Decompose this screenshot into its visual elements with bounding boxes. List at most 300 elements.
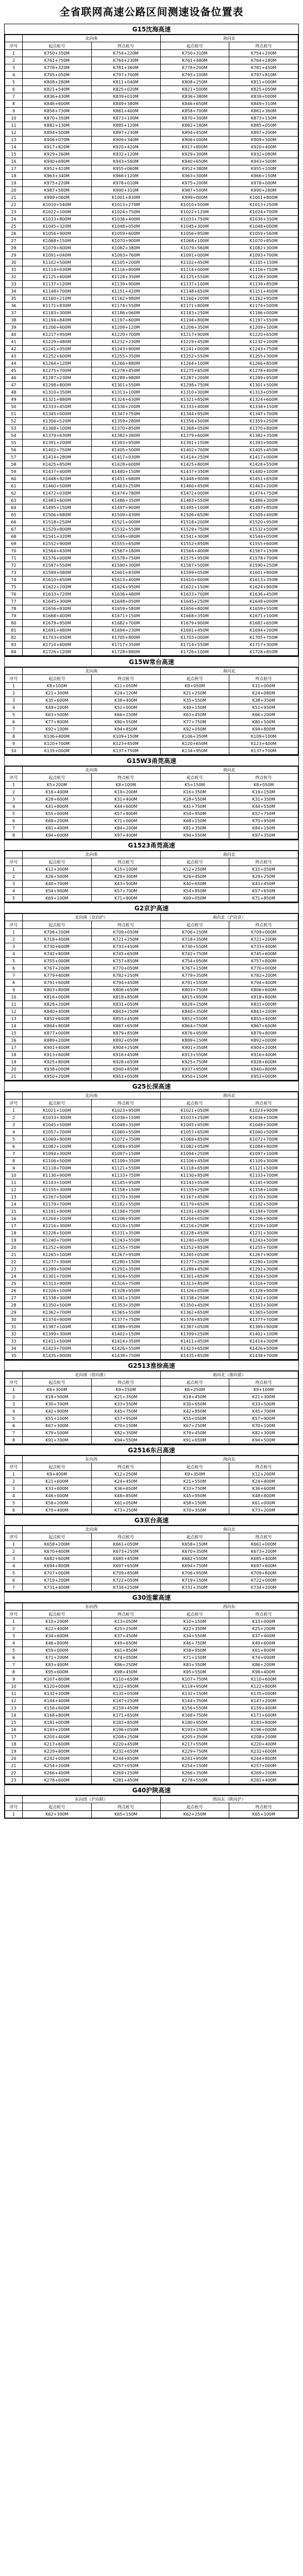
table-cell: K1069+850M xyxy=(160,1136,229,1143)
table-cell: 15 xyxy=(5,1719,23,1726)
table-cell: K1145+950M xyxy=(91,1179,160,1187)
table-cell: 3 xyxy=(5,697,23,704)
table-cell: 69 xyxy=(5,540,23,548)
table-cell: K1356+520M xyxy=(23,418,92,425)
table-cell: K858+700M xyxy=(160,108,229,115)
direction-header: 东向西 xyxy=(23,1603,161,1611)
table-cell: K1183+250M xyxy=(160,310,229,317)
table-cell: K1243+500M xyxy=(229,1237,298,1244)
table-cell: K894+500M xyxy=(23,129,92,137)
table-cell: 3 xyxy=(5,1122,23,1129)
table-row xyxy=(5,72,298,79)
table-cell: K30+700M xyxy=(23,1401,92,1408)
table-cell: K1590+300M xyxy=(91,562,160,569)
table-row xyxy=(5,866,298,873)
table-cell: K1497+900M xyxy=(91,504,160,512)
table-cell: 43 xyxy=(5,353,23,360)
table-cell: K8+100M xyxy=(91,782,160,789)
table-cell: K6+250M xyxy=(160,1386,229,1394)
table-cell: K1056+900M xyxy=(23,230,92,238)
table-row xyxy=(5,683,298,690)
table-cell: K1379+600M xyxy=(160,432,229,439)
table-cell: K58+950M xyxy=(160,1647,229,1654)
table-cell: K1338+300M xyxy=(23,1295,92,1302)
table-cell: 11 xyxy=(5,122,23,129)
table-cell: K1243+750M xyxy=(229,346,298,353)
table-cell: K1587+550M xyxy=(23,562,92,569)
table-cell: K709+000M xyxy=(229,929,298,936)
table-cell: 13 xyxy=(5,137,23,144)
table-cell: 2 xyxy=(5,1478,23,1485)
table-cell: K1036+350M xyxy=(229,216,298,223)
location-table xyxy=(5,766,298,839)
table-row xyxy=(5,649,298,656)
table-cell: K1518+250M xyxy=(23,519,92,526)
column-header: 终点桩号 xyxy=(229,1099,298,1107)
table-cell: K1130+850M xyxy=(160,1172,229,1179)
table-cell: K1633+720M xyxy=(23,591,92,598)
column-header: 起点桩号 xyxy=(23,1803,92,1811)
table-cell: K1070+900M xyxy=(91,238,160,245)
table-cell: K1206+900M xyxy=(229,1215,298,1223)
table-cell: K83+350M xyxy=(160,1662,229,1669)
table-cell: K764+180M xyxy=(229,57,298,64)
table-row xyxy=(5,832,298,839)
table-row xyxy=(5,1172,298,1179)
direction-header: 南向北（淮向徐） xyxy=(160,1371,298,1379)
table-cell: 72 xyxy=(5,562,23,569)
table-cell: K1705+750M xyxy=(229,634,298,641)
table-cell: K1714+550M xyxy=(160,641,229,649)
location-table xyxy=(5,1092,298,1360)
table-cell: K1495+100M xyxy=(160,504,229,512)
table-cell: 16 xyxy=(5,1215,23,1223)
table-cell: K916+450M xyxy=(91,1052,160,1059)
column-header: 终点桩号 xyxy=(91,1803,160,1811)
location-table xyxy=(5,667,298,755)
table-cell: K1179+700M xyxy=(23,1201,92,1208)
table-cell: 14 xyxy=(5,1023,23,1030)
table-row xyxy=(5,1052,298,1059)
table-row xyxy=(5,266,298,274)
table-cell: K778+320M xyxy=(23,64,92,72)
table-cell: K156+600M xyxy=(23,1705,92,1712)
table-cell: K873+100M xyxy=(91,115,160,122)
table-cell: K94+550M xyxy=(91,1437,160,1444)
table-cell: K1460+450M xyxy=(160,483,229,490)
table-cell: K925+800M xyxy=(23,1059,92,1066)
column-header: 终点桩号 xyxy=(229,1463,298,1471)
table-cell: K767+200M xyxy=(23,965,92,972)
table-row xyxy=(5,1669,298,1676)
table-cell: K722+000M xyxy=(229,1577,298,1584)
table-row xyxy=(5,122,298,129)
table-row xyxy=(5,1437,298,1444)
table-cell: K18+500M xyxy=(23,1394,92,1401)
column-header: 终点桩号 xyxy=(229,774,298,782)
table-cell: K734+250M xyxy=(91,1584,160,1591)
table-cell: K65+100M xyxy=(229,1811,298,1818)
table-cell: 10 xyxy=(5,748,23,755)
column-header: 终点桩号 xyxy=(91,675,160,683)
table-cell: K1656+830M xyxy=(23,605,92,613)
table-cell: K159+400M xyxy=(229,1705,298,1712)
table-cell: K803+750M xyxy=(160,987,229,994)
table-cell: K1486+350M xyxy=(91,497,160,504)
table-cell: K757+800M xyxy=(229,958,298,965)
table-cell: 8 xyxy=(5,832,23,839)
table-cell: K12+250M xyxy=(160,866,229,873)
table-cell: K770+050M xyxy=(91,965,160,972)
table-cell: K815+950M xyxy=(160,994,229,1001)
table-row xyxy=(5,483,298,490)
table-cell: K109+150M xyxy=(91,733,160,740)
table-cell: K1160+200M xyxy=(160,295,229,302)
table-cell: K767+150M xyxy=(160,965,229,972)
table-cell: 9 xyxy=(5,740,23,748)
table-cell: K9+350M xyxy=(160,1471,229,1478)
table-cell: 4 xyxy=(5,888,23,895)
document-title: 全省联网高速公路区间测速设备位置表 xyxy=(59,6,244,18)
table-cell: K940+800M xyxy=(229,1066,298,1073)
table-cell: K928+650M xyxy=(91,1059,160,1066)
table-cell: 7 xyxy=(5,1662,23,1669)
table-cell: K873+150M xyxy=(229,115,298,122)
table-cell: K1048+300M xyxy=(229,1122,298,1129)
table-cell: K1304+500M xyxy=(229,1273,298,1280)
table-cell: K43+450M xyxy=(229,880,298,888)
table-cell: K1451+680M xyxy=(91,476,160,483)
table-cell: K1402+150M xyxy=(91,1331,160,1338)
table-cell: K1255+350M xyxy=(91,353,160,360)
table-cell: 1 xyxy=(5,866,23,873)
table-cell: K1060+500M xyxy=(229,1129,298,1136)
table-cell: K44+600M xyxy=(91,803,160,810)
table-cell: K1243+550M xyxy=(91,1237,160,1244)
table-cell: K1321+880M xyxy=(23,396,92,403)
table-cell: K1417+030M xyxy=(91,454,160,461)
table-cell: K943+500M xyxy=(229,158,298,165)
table-cell: 2 xyxy=(5,936,23,943)
table-cell: 17 xyxy=(5,1044,23,1052)
table-cell: 10 xyxy=(5,1683,23,1690)
table-cell: K1265+100M xyxy=(23,1251,92,1259)
direction-header: 南向北 xyxy=(160,1526,298,1533)
table-cell: K797+810M xyxy=(229,72,298,79)
table-row xyxy=(5,1215,298,1223)
table-cell: K61+000M xyxy=(229,1500,298,1507)
table-cell: K12+200M xyxy=(229,1471,298,1478)
table-cell: K1220+650M xyxy=(229,331,298,338)
table-cell: K1564+400M xyxy=(160,548,229,555)
table-cell: 6 xyxy=(5,86,23,93)
table-cell: K1232+200M xyxy=(229,338,298,346)
table-cell: K1726+120M xyxy=(23,649,92,656)
table-row xyxy=(5,994,298,1001)
table-cell: K836+430M xyxy=(23,93,92,100)
table-row xyxy=(5,810,298,818)
table-row xyxy=(5,540,298,548)
column-header: 序号 xyxy=(5,921,23,929)
table-cell: K1622+150M xyxy=(160,584,229,591)
table-row xyxy=(5,1726,298,1734)
table-cell: K731+400M xyxy=(23,1584,92,1591)
table-row xyxy=(5,1158,298,1165)
table-cell: K1728+880M xyxy=(91,649,160,656)
table-cell: K794+450M xyxy=(91,979,160,987)
table-cell: K12+250M xyxy=(91,1471,160,1478)
table-cell: 5 xyxy=(5,958,23,965)
table-cell: K1209+100M xyxy=(229,324,298,331)
table-cell: K1145+900M xyxy=(229,1179,298,1187)
table-cell: K11+000M xyxy=(229,683,298,690)
table-cell: K68+150M xyxy=(160,818,229,825)
table-cell: K1255+700M xyxy=(229,1244,298,1251)
table-cell: 21 xyxy=(5,1251,23,1259)
table-cell: 14 xyxy=(5,1201,23,1208)
table-row xyxy=(5,389,298,396)
table-cell: K35+550M xyxy=(160,697,229,704)
table-cell: K757+850M xyxy=(91,958,160,965)
table-cell: K1451+650M xyxy=(229,476,298,483)
table-cell: 44 xyxy=(5,360,23,367)
table-row xyxy=(5,605,298,613)
table-cell: K1703+050M xyxy=(23,634,92,641)
table-cell: K40+700M xyxy=(23,880,92,888)
table-cell: K5+150M xyxy=(160,782,229,789)
table-cell: K1601+830M xyxy=(91,569,160,577)
table-cell: K1326+100M xyxy=(23,1287,92,1295)
table-cell: K98+400M xyxy=(229,1669,298,1676)
table-cell: 2 xyxy=(5,1548,23,1555)
table-row xyxy=(5,951,298,958)
table-cell: K196+000M xyxy=(229,1726,298,1734)
table-cell: K1362+700M xyxy=(23,1309,92,1316)
table-row xyxy=(5,461,298,468)
table-cell: K232+650M xyxy=(91,1748,160,1755)
table-cell: K920+400M xyxy=(229,144,298,151)
table-cell: K1267+950M xyxy=(91,1251,160,1259)
table-cell: K83+400M xyxy=(23,1662,92,1669)
table-cell: K990+280M xyxy=(229,187,298,194)
table-cell: K106+350M xyxy=(160,733,229,740)
table-row xyxy=(5,201,298,209)
table-cell: K49+600M xyxy=(229,1640,298,1647)
table-cell: K782+250M xyxy=(91,972,160,979)
table-cell: K1389+950M xyxy=(91,1324,160,1331)
table-cell: K137+700M xyxy=(229,748,298,755)
table-row xyxy=(5,1394,298,1401)
table-cell: K232+600M xyxy=(229,1748,298,1755)
table-cell: K30+650M xyxy=(160,1401,229,1408)
table-cell: K94+800M xyxy=(229,726,298,733)
table-cell: K1374+850M xyxy=(160,1316,229,1324)
table-cell: K156+550M xyxy=(160,1705,229,1712)
blank-header-cell xyxy=(5,1092,23,1099)
table-cell: K943+560M xyxy=(91,158,160,165)
table-cell: K11+050M xyxy=(91,683,160,690)
table-cell: K670+400M xyxy=(23,1548,92,1555)
table-cell: K808+250M xyxy=(160,79,229,86)
table-cell: K74+000M xyxy=(229,1654,298,1662)
direction-header: 北向南 xyxy=(23,668,161,675)
table-row xyxy=(5,548,298,555)
table-cell: K685+450M xyxy=(91,1555,160,1563)
table-cell: K229+750M xyxy=(160,1748,229,1755)
table-cell: K1266+850M xyxy=(229,360,298,367)
table-cell: K1301+550M xyxy=(91,382,160,389)
table-cell: K952+380M xyxy=(160,165,229,173)
table-cell: K1121+550M xyxy=(91,1165,160,1172)
table-cell: K1036+100M xyxy=(229,1114,298,1122)
table-cell: K913+600M xyxy=(23,1052,92,1059)
table-cell: K109+100M xyxy=(229,733,298,740)
table-cell: K697+600M xyxy=(229,1563,298,1570)
table-cell: K849+310M xyxy=(229,100,298,108)
table-cell: 46 xyxy=(5,375,23,382)
table-cell: K33+550M xyxy=(91,1401,160,1408)
table-cell: K882+180M xyxy=(160,122,229,129)
table-cell: K1021+100M xyxy=(23,1107,92,1114)
table-cell: 24 xyxy=(5,1273,23,1280)
table-cell: K1094+300M xyxy=(23,1150,92,1158)
table-cell: K734+200M xyxy=(229,1584,298,1591)
table-cell: K1057+650M xyxy=(160,1129,229,1136)
table-cell: K1402+100M xyxy=(229,1331,298,1338)
table-cell: K906+070M xyxy=(23,137,92,144)
table-cell: K1659+580M xyxy=(91,605,160,613)
table-row xyxy=(5,782,298,789)
table-cell: K1726+100M xyxy=(160,649,229,656)
table-cell: K754+220M xyxy=(91,50,160,57)
table-cell: K1370+850M xyxy=(91,425,160,432)
direction-header: 北向南（京向沪） xyxy=(23,914,161,921)
table-cell: K1105+150M xyxy=(229,259,298,266)
table-cell: K1341+150M xyxy=(91,1295,160,1302)
table-row xyxy=(5,439,298,447)
table-cell: K1179+650M xyxy=(160,1201,229,1208)
table-cell: 30 xyxy=(5,259,23,266)
table-cell: 54 xyxy=(5,432,23,439)
table-cell: 20 xyxy=(5,187,23,194)
table-cell: K1497+850M xyxy=(229,504,298,512)
table-cell: K1338+250M xyxy=(160,1295,229,1302)
table-cell: K44+550M xyxy=(229,803,298,810)
table-cell: K1148+650M xyxy=(160,288,229,295)
table-cell: 12 xyxy=(5,1698,23,1705)
table-cell: 8 xyxy=(5,979,23,987)
table-cell: K1114+030M xyxy=(23,266,92,274)
table-cell: 5 xyxy=(5,1647,23,1654)
table-row xyxy=(5,958,298,965)
table-cell: K1174+500M xyxy=(229,302,298,310)
table-cell: K120+650M xyxy=(160,740,229,748)
table-cell: 4 xyxy=(5,1640,23,1647)
table-cell: K839+010M xyxy=(91,93,160,100)
table-row xyxy=(5,1030,298,1037)
table-cell: 34 xyxy=(5,1345,23,1352)
table-cell: K831+000M xyxy=(229,1001,298,1008)
table-row xyxy=(5,223,298,230)
table-cell: K1377+700M xyxy=(229,1316,298,1324)
table-cell: 71 xyxy=(5,555,23,562)
table-cell: K1252+550M xyxy=(160,353,229,360)
table-cell: K1231+350M xyxy=(91,1230,160,1237)
table-cell: K917+800M xyxy=(160,144,229,151)
table-cell: 6 xyxy=(5,818,23,825)
table-cell: 8 xyxy=(5,1437,23,1444)
table-row xyxy=(5,519,298,526)
table-cell: K66+200M xyxy=(229,711,298,719)
table-cell: K61+050M xyxy=(91,1500,160,1507)
table-cell: K1341+100M xyxy=(229,1295,298,1302)
table-cell: K1310+300M xyxy=(160,389,229,396)
table-cell: K21+550M xyxy=(160,1478,229,1485)
table-cell: K1114+000M xyxy=(160,266,229,274)
table-cell: K1636+450M xyxy=(229,591,298,598)
table-cell: 56 xyxy=(5,447,23,454)
table-cell: K1206+350M xyxy=(160,324,229,331)
table-cell: K1622+200M xyxy=(23,584,92,591)
table-cell: K1191+900M xyxy=(23,1208,92,1215)
table-cell: 3 xyxy=(5,1633,23,1640)
table-cell: K1668+350M xyxy=(160,613,229,620)
table-cell: K1057+700M xyxy=(23,1129,92,1136)
table-cell: K1022+120M xyxy=(160,209,229,216)
table-row xyxy=(5,726,298,733)
table-cell: K1435+900M xyxy=(23,1352,92,1360)
table-cell: K1292+300M xyxy=(229,1266,298,1273)
column-header: 起点桩号 xyxy=(160,1463,229,1471)
section-table xyxy=(4,1515,299,1592)
table-cell: K1645+250M xyxy=(160,598,229,605)
table-cell: K1277+300M xyxy=(23,1259,92,1266)
table-cell: K1289+950M xyxy=(229,375,298,382)
table-cell: 6 xyxy=(5,719,23,726)
table-cell: K1575+950M xyxy=(160,555,229,562)
table-cell: 52 xyxy=(5,418,23,425)
table-row xyxy=(5,1698,298,1705)
table-cell: K940+690M xyxy=(23,158,92,165)
table-cell: 53 xyxy=(5,425,23,432)
table-cell: K18+450M xyxy=(160,1394,229,1401)
table-cell: K661+000M xyxy=(229,1541,298,1548)
table-row xyxy=(5,346,298,353)
table-cell: K41+750M xyxy=(160,803,229,810)
table-cell: K937+950M xyxy=(160,1066,229,1073)
table-cell: K1010+540M xyxy=(23,201,92,209)
table-cell: 39 xyxy=(5,324,23,331)
table-cell: K132+150M xyxy=(160,1690,229,1698)
table-cell: K1529+750M xyxy=(160,526,229,533)
table-cell: K825+020M xyxy=(91,86,160,93)
table-cell: K1278+400M xyxy=(229,367,298,375)
table-row xyxy=(5,490,298,497)
table-cell: K1347+700M xyxy=(229,411,298,418)
table-cell: K1391+150M xyxy=(160,439,229,447)
table-row xyxy=(5,613,298,620)
table-cell: 22 xyxy=(5,201,23,209)
table-cell: K41+800M xyxy=(23,803,92,810)
table-cell: K955+100M xyxy=(229,165,298,173)
table-cell: K79+500M xyxy=(23,1430,92,1437)
table-row xyxy=(5,1295,298,1302)
column-header: 终点桩号 xyxy=(91,1379,160,1386)
table-cell: K1679+950M xyxy=(23,620,92,627)
table-cell: K955+060M xyxy=(91,165,160,173)
table-cell: K91+700M xyxy=(23,1437,92,1444)
table-cell: K1033+800M xyxy=(23,216,92,223)
